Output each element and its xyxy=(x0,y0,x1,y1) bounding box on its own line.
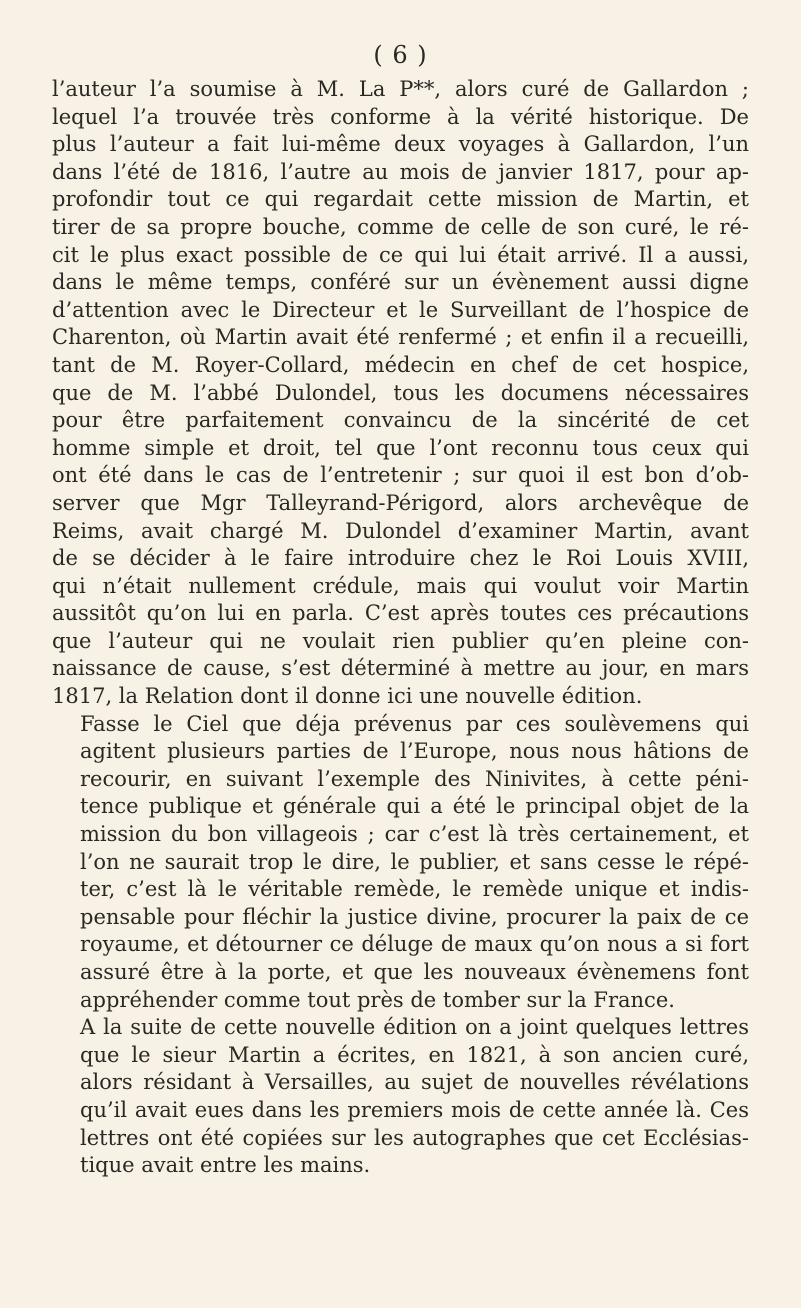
text-line: d’attention avec le Directeur et le Surveillant de l’hospice de xyxy=(52,297,749,322)
text-line: royaume, et détourner ce déluge de maux qu’on nous a si fort xyxy=(80,932,749,957)
text-line: assuré être à la porte, et que les nouveaux évènemens font xyxy=(80,960,749,984)
text-line: cit le plus exact possible de ce qui lui était arrivé. Il a aussi, xyxy=(52,242,749,267)
text-line: dans l’été de 1816, l’autre au mois de janvier 1817, pour ap- xyxy=(52,159,749,184)
text-line: mission du bon villageois ; car c’est là très certainement, et xyxy=(80,822,749,847)
text-line: agitent plusieurs parties de l’Europe, nous nous hâtions de xyxy=(80,739,749,764)
text-line: que de M. l’abbé Dulondel, tous les documens nécessaires xyxy=(52,380,749,405)
text-line: pour être parfaitement convaincu de la sincérité de cet xyxy=(52,408,749,433)
text-line: aussitôt qu’on lui en parla. C’est après toutes ces précautions xyxy=(52,601,749,626)
text-line: Fasse le Ciel que déja prévenus par ces soulèvemens qui xyxy=(80,711,749,736)
text-line: alors résidant à Versailles, au sujet de nouvelles révélations xyxy=(80,1070,749,1095)
text-line: qu’il avait eues dans les premiers mois de cette année là. Ces xyxy=(80,1097,749,1122)
text-line: recourir, en suivant l’exemple des Ninivites, à cette péni- xyxy=(80,766,749,791)
text-line: l’auteur l’a soumise à M. La P**, alors curé de Gallardon ; xyxy=(52,77,749,101)
text-line: tirer de sa propre bouche, comme de celle de son curé, le ré- xyxy=(52,214,749,239)
text-line: naissance de cause, s’est déterminé à mettre au jour, en mars xyxy=(52,656,749,681)
text-line: que le sieur Martin a écrites, en 1821, à son ancien curé, xyxy=(80,1042,749,1067)
text-line: Reims, avait chargé M. Dulondel d’examiner Martin, avant xyxy=(52,518,749,543)
text-line: pensable pour fléchir la justice divine, procurer la paix de ce xyxy=(80,904,749,929)
text-line: tant de M. Royer-Collard, médecin en chef de cet hospice, xyxy=(52,352,749,377)
text-line: tique avait entre les mains. xyxy=(80,1153,371,1178)
text-line: 1817, la Relation dont il donne ici une nouvelle édition. xyxy=(52,684,643,709)
text-line: lequel l’a trouvée très conforme à la vérité historique. De xyxy=(52,104,749,129)
text-line: tence publique et générale qui a été le principal objet de la xyxy=(80,794,749,819)
text-line: dans le même temps, conféré sur un évènement aussi digne xyxy=(52,270,749,295)
paragraph xyxy=(52,711,749,1015)
text-line: A la suite de cette nouvelle édition on a joint quelques lettres xyxy=(80,1015,749,1040)
text-line: profondir tout ce qui regardait cette mission de Martin, et xyxy=(52,187,749,212)
text-line: ont été dans le cas de l’entretenir ; sur quoi il est bon d’ob- xyxy=(52,463,749,488)
body-text xyxy=(52,76,749,1180)
text-line: qui n’était nullement crédule, mais qui voulut voir Martin xyxy=(52,573,749,598)
page-number: ( 6 ) xyxy=(373,41,428,69)
text-line: ter, c’est là le véritable remède, le remède unique et indis- xyxy=(80,877,749,902)
text-line: que l’auteur qui ne voulait rien publier qu’en pleine con- xyxy=(52,628,749,653)
text-line: appréhender comme tout près de tomber sur la France. xyxy=(80,987,675,1012)
paragraph xyxy=(52,76,749,711)
paragraph xyxy=(52,1014,749,1180)
text-line: l’on ne saurait trop le dire, le publier, et sans cesse le répé- xyxy=(80,849,749,874)
text-line: plus l’auteur a fait lui-même deux voyages à Gallardon, l’un xyxy=(52,132,749,157)
text-line: Charenton, où Martin avait été renfermé ; et enfin il a recueilli, xyxy=(52,325,749,350)
text-line: homme simple et droit, tel que l’ont reconnu tous ceux qui xyxy=(52,435,749,460)
text-line: lettres ont été copiées sur les autographes que cet Ecclésias- xyxy=(80,1125,749,1150)
text-line: server que Mgr Talleyrand-Périgord, alors archevêque de xyxy=(52,490,749,515)
text-line: de se décider à le faire introduire chez le Roi Louis XVIII, xyxy=(52,546,749,571)
